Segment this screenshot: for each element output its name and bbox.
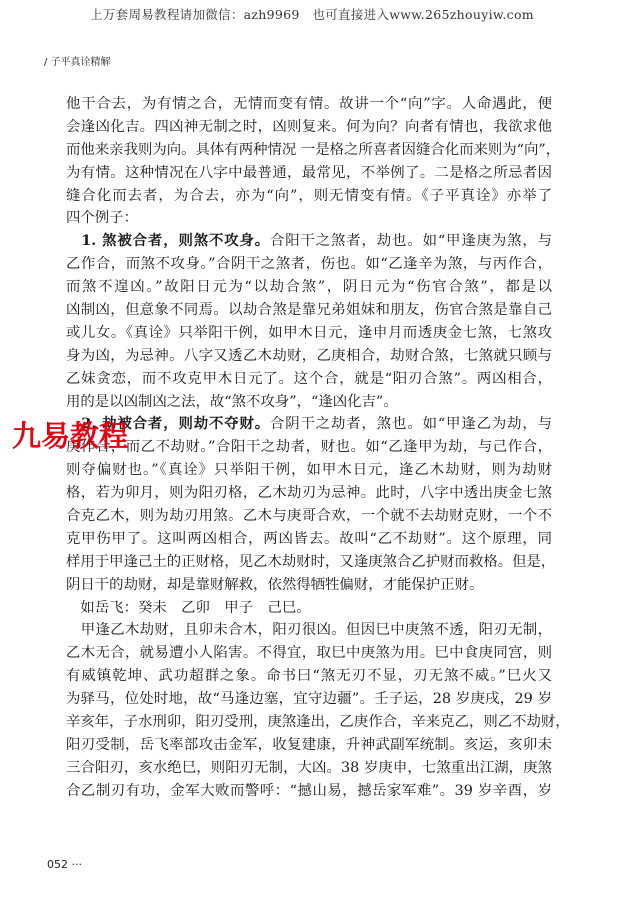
text-line bbox=[66, 551, 556, 574]
line-text: 而煞不遑凶。”故阳日元为“以劫合煞”，阴日元为“伤官合煞”，都是以 bbox=[66, 279, 552, 296]
watermark: 九易教程 bbox=[12, 419, 129, 453]
line-text: 三合阳刃，亥水绝巳，则阳刃无制，大凶。38 岁庚申，七煞重出江湖，庚煞 bbox=[66, 759, 552, 776]
text-line bbox=[66, 116, 552, 139]
body-text bbox=[66, 93, 570, 803]
line-text: 他干合去，为有情之合，无情而变有情。故讲一个“向”字。人命遇此，便 bbox=[66, 96, 552, 112]
line-text: 格，若为卯月，则为阳刃格，乙木劫刃为忌神。此时，八字中透出庚金七煞 bbox=[66, 485, 552, 502]
line-text: 样用于甲逢己土的正财格，见乙木劫财时，又逢庚煞合乙护财而救格。但是， bbox=[66, 553, 556, 570]
line-text: 或儿女。《真诠》只举阳干例，如甲木日元，逢申月而透庚金七煞，七煞攻 bbox=[66, 324, 552, 341]
line-text: 四个例子： bbox=[66, 210, 138, 227]
line-text: 乙作合，而煞不攻身。”合阴干之煞者，伤也。如“乙逢辛为煞，与丙作合， bbox=[66, 256, 552, 273]
text-line bbox=[66, 413, 552, 436]
text-line bbox=[66, 780, 552, 803]
text-line bbox=[66, 93, 552, 116]
line-text: 而他来亲我则为向。具体有两种情况 一是格之所喜者因缝合化而来则为“向”， bbox=[66, 141, 561, 158]
text-line bbox=[66, 391, 552, 414]
line-text: 身为凶，为忌神。八字又透乙木劫财，乙庚相合，劫财合煞，七煞就只顾与 bbox=[66, 347, 552, 364]
line-text: 则夺偏财也。”《真诠》只举阳干例，如甲木日元，逢乙木劫财，则为劫财 bbox=[66, 462, 552, 479]
line-text: 合克乙木，则为劫刃用煞。乙木与庚哥合欢，一个就不去劫财克财，一个不 bbox=[66, 508, 552, 525]
section-heading: 1. 煞被合者，则煞不攻身。 bbox=[66, 232, 270, 250]
line-text: 会逢凶化吉。四凶神无制之时，凶则复来。何为向？向者有情也，我欲求他 bbox=[66, 118, 552, 135]
line-text: 用的是以凶制凶之法，故“煞不攻身”，“逢凶化吉”。 bbox=[66, 393, 398, 410]
line-text: 合阳干之煞者，劫也。如“甲逢庚为煞，与 bbox=[270, 233, 552, 250]
text-line bbox=[66, 185, 552, 208]
text-line bbox=[66, 299, 552, 322]
text-line bbox=[66, 688, 552, 711]
text-line bbox=[66, 345, 552, 368]
line-text: 为有情。这种情况在八字中最普通，最常见，不举例了。二是格之所忌者因 bbox=[66, 164, 552, 181]
page-number: 052 ··· bbox=[47, 858, 82, 871]
line-text: 庚作合，而乙不劫财。”合阳干之劫者，财也。如“乙逢甲为劫，与己作合， bbox=[66, 439, 552, 456]
line-text: 阳刃受制，岳飞率部攻击金军，收复建康，升神武副军统制。亥运，亥卯未 bbox=[66, 736, 552, 753]
text-line bbox=[66, 734, 552, 757]
line-text: 缝合化而去者，为合去，亦为“向”，则无情变有情。《子平真诠》亦举了 bbox=[66, 187, 552, 204]
line-text: 乙妹贪恋，而不攻克甲木日元了。这个合，就是“阳刃合煞”。两凶相合， bbox=[66, 370, 552, 387]
section-heading: 2. 劫被合者，则劫不夺财。 bbox=[66, 415, 270, 433]
text-line bbox=[66, 459, 552, 482]
text-line bbox=[66, 528, 552, 551]
text-line bbox=[66, 711, 570, 734]
line-text: 乙木无合，就易遭小人陷害。不得宜，取巳中庚煞为用。巳中食庚同宫，则 bbox=[66, 645, 552, 662]
text-line bbox=[66, 482, 552, 505]
text-line bbox=[66, 665, 552, 688]
line-text: 阴日干的劫财，却是靠财解救，依然得牺牲偏财，才能保护正财。 bbox=[66, 576, 484, 593]
text-line bbox=[66, 757, 552, 780]
line-text: 有威镇乾坤、武功超群之象。命书曰“煞无刃不显，刃无煞不威。”巳火又 bbox=[66, 668, 552, 685]
text-line bbox=[66, 230, 552, 253]
running-head: / 子平真诠精解 bbox=[44, 57, 111, 68]
text-line bbox=[66, 276, 552, 299]
text-line bbox=[66, 253, 552, 276]
top-banner: 上万套周易教程请加微信：azh9969 也可直接进入www.265zhouyiw.com bbox=[90, 7, 534, 22]
text-line bbox=[66, 207, 552, 230]
line-text: 克甲伤甲了。这叫两凶相合，两凶皆去。故叫“乙不劫财”。这个原理，同 bbox=[66, 530, 552, 547]
text-line bbox=[66, 139, 561, 162]
text-line bbox=[66, 368, 552, 391]
line-text: 甲逢乙木劫财，且卯未合木，阳刃很凶。但因巳中庚煞不透，阳刃无制， bbox=[66, 622, 552, 639]
text-line bbox=[66, 597, 552, 620]
line-text: 辛亥年，子水刑卯，阳刃受刑，庚煞逢出，乙庚作合，辛来克乙，则乙不劫财， bbox=[66, 714, 570, 731]
text-line bbox=[66, 322, 552, 345]
text-line bbox=[66, 574, 552, 597]
text-line bbox=[66, 162, 552, 185]
text-line bbox=[66, 436, 552, 459]
text-line bbox=[66, 505, 552, 528]
line-text: 为驿马，位处时地，故“马逢边塞，宜守边疆”。壬子运，28 岁庚戌，29 岁 bbox=[66, 691, 552, 708]
text-line bbox=[66, 642, 552, 665]
line-text: 凶制凶，但意象不同焉。以劫合煞是靠兄弟姐妹和朋友，伤官合煞是靠自己 bbox=[66, 302, 552, 319]
line-text: 合阴干之劫者，煞也。如“甲逢乙为劫，与 bbox=[270, 416, 552, 433]
line-text: 如岳飞：癸未 乙卯 甲子 己巳。 bbox=[66, 599, 311, 616]
line-text: 合乙制刃有功，金军大败而警呼：“撼山易，撼岳家军难”。39 岁辛酉，岁 bbox=[66, 782, 552, 799]
text-line bbox=[66, 619, 552, 642]
